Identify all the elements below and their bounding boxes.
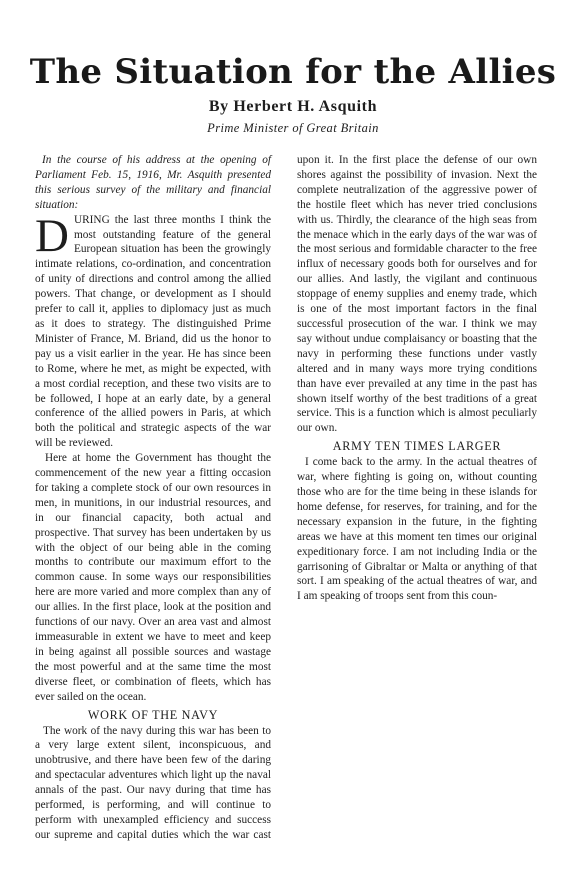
section-heading: WORK OF THE NAVY bbox=[87, 707, 219, 722]
intro-note: In the course of his address at the opening of Parliament Feb. 15, 1916, Mr. Asquith presented this serious survey of the military and financial situation: bbox=[35, 154, 271, 211]
author-byline: By Herbert H. Asquith bbox=[208, 98, 378, 115]
author-position: Prime Minister of Great Britain bbox=[207, 121, 379, 135]
right-column bbox=[297, 153, 537, 853]
section-heading: ARMY TEN TIMES LARGER bbox=[332, 439, 502, 454]
lead-paragraph bbox=[35, 209, 271, 452]
left-column bbox=[35, 153, 271, 853]
article-title: The Situation for the Allies bbox=[29, 52, 557, 92]
drop-cap: D bbox=[35, 209, 69, 262]
body-paragraph: The work of the navy during this war has been to a very large extent silent, inconspicuous, and unobtrusive, and there have been few of the daring and spectacular adventures which light up the naval annals of the past. Our navy during that time has performed, is performing, and will continue to perform with unexampled efficiency and success our supreme and capital duties which the war cast bbox=[35, 724, 271, 841]
lead-paragraph-text: URING the last three months I think the most outstanding feature of the general European situation has been the growingly intimate relations, co-ordination, and concentration of unity of directions and control among the allied powers. That change, or development as I should prefer to call it, applies to diplomacy just as much as it does to strategy. The distinguished Prime Minister of France, M. Briand, did us the honor to pay us a visit earlier in the year. He has since been to Rome, where he met, as might be expected, with a most cordial reception, and these two visits are to be followed, I hope at an early date, by a general conference of the allied powers in Paris, at which both the political and strategic aspects of the war will be reviewed. bbox=[35, 213, 271, 450]
body-paragraph-continued: upon it. In the first place the defense of our own shores against the possibility of invasion. Next the complete neutralization of the aggressive power of the hostile fleet which has never tried conclusions with us. Thirdly, the clearance of the high seas from the menace which in the early days of the war was of the most serious and formidable character to the free influx of necessary goods both for ourselves and for our allies. And lastly, the vigilant and continuous stoppage of enemy supplies and enemy trade, which is one of the most important factors in the final successful prosecution of the war. I think we may say without undue complaisancy or boasting that the navy in performing these functions under vastly altered and in many ways more trying conditions than have ever prevailed at any time in the past has shown itself worthy of the best traditions of a great service. This is a function which is almost peculiarly our own. bbox=[297, 154, 537, 435]
body-paragraph: Here at home the Government has thought the commencement of the new year a fitting occasion for taking a complete stock of our own resources in men, in munitions, in our industrial resources, and in our financial capacity, both actual and prospective. That survey has been undertaken by us with the object of our being able in the coming months to contribute our maximum effort to the common cause. In some ways our responsibilities here are more varied and more complex than any of our allies. In the first place, look at the position and functions of our navy. Over an area vast and almost immeasurable in extent we have to meet and keep in being against all possible sources and wastage the most powerful and at the same time the most diverse fleet, or combination of fleets, which has ever sailed on the ocean. bbox=[35, 452, 271, 703]
body-paragraph: I come back to the army. In the actual theatres of war, where fighting is going on, without counting those who are for the time being in these islands for home defense, for reserves, for training, and for the necessary expansion in the future, in the fighting areas we have at this moment ten times our original expeditionary force. I am not including India or the garrisoning of Gibraltar or Malta or anything of that sort. I am speaking of the actual theatres of war, and I am speaking of troops sent from this coun- bbox=[297, 456, 537, 603]
